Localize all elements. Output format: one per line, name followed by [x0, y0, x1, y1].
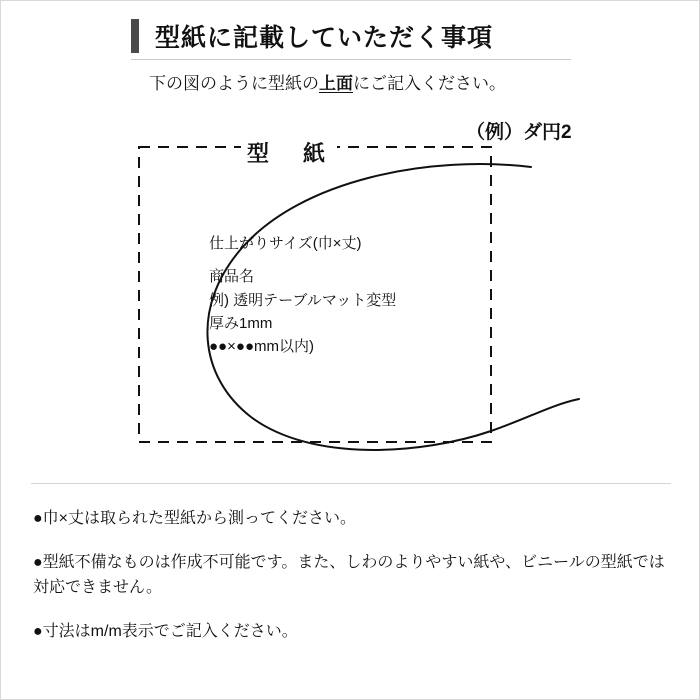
- page-title: 型紙に記載していただく事項: [155, 24, 494, 52]
- annotation-product-name: 商品名: [209, 268, 255, 286]
- note-item: ●巾×丈は取られた型紙から測ってください。: [33, 510, 357, 527]
- page-header: [1, 13, 700, 59]
- annotation-product-example: 例) 透明テーブルマット変型: [209, 291, 397, 309]
- annotation-spacer: [209, 255, 396, 265]
- example-label: （例）ダ円2: [466, 122, 572, 143]
- header-accent-bar: [131, 19, 139, 53]
- note-item: ●寸法はm/m表示でご記入ください。: [33, 622, 298, 640]
- intro-text-underline: 上面: [319, 74, 353, 93]
- intro-text: [149, 69, 506, 94]
- section-divider: [31, 483, 671, 484]
- header-divider: [131, 59, 571, 60]
- paper-label: 型 紙: [241, 137, 337, 168]
- annotation-size-limit: ●●×●●mm以内): [209, 338, 314, 355]
- annotation-finished-size: 仕上がりサイズ(巾×丈): [209, 235, 362, 252]
- note-item: ●型紙不備なものは作成不可能です。また、しわのよりやすい紙や、ビニールの型紙では対応できません。: [33, 553, 665, 597]
- notes-list: [33, 506, 673, 644]
- intro-text-after: にご記入ください。: [353, 74, 506, 93]
- pattern-diagram: [111, 109, 591, 469]
- diagram-annotations: [209, 232, 396, 358]
- annotation-thickness: 厚み1mm: [209, 314, 273, 332]
- intro-text-before: 下の図のように型紙の: [149, 74, 319, 93]
